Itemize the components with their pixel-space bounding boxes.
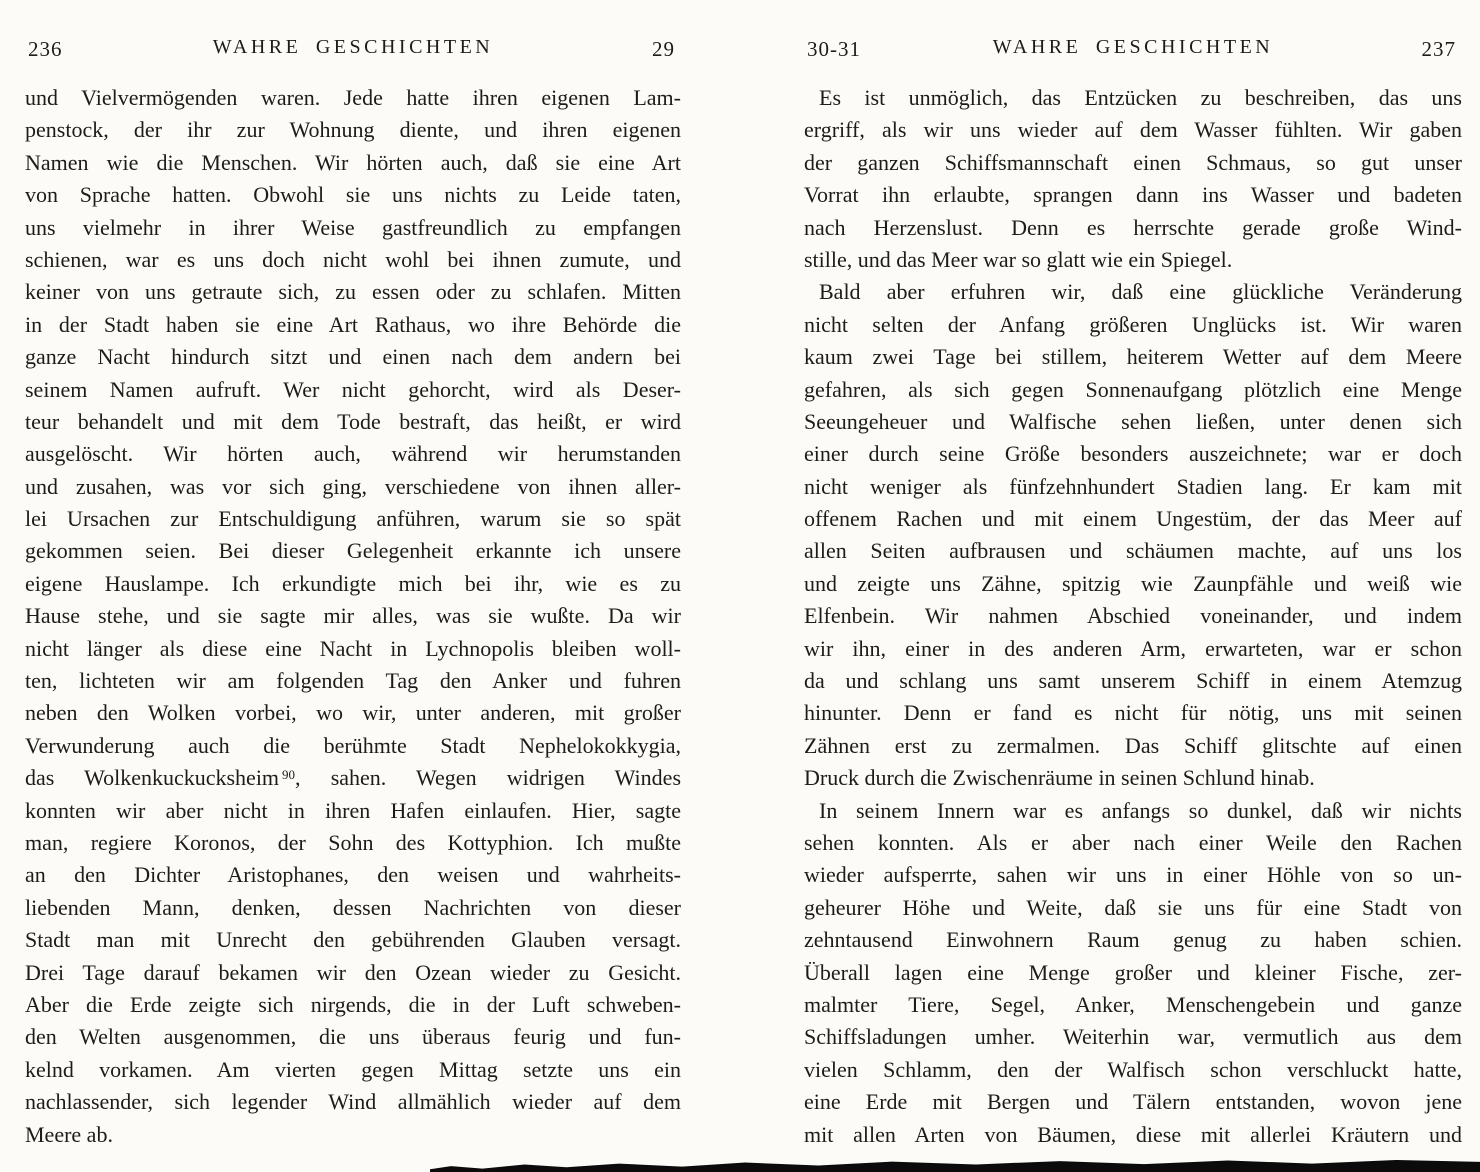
text-line: wir ihn, einer in des anderen Arm, erwarteten, war er schon [804, 635, 1462, 661]
right-page-header [804, 36, 1462, 62]
text-line: den Welten ausgenommen, die uns überaus feurig und fun- [25, 1024, 681, 1050]
text-line: eigene Hauslampe. Ich erkundigte mich bei ihr, wie es zu [25, 570, 681, 596]
chapter-marker: 29 [652, 37, 675, 61]
text-line: von Sprache hatten. Obwohl sie uns nichts zu Leide taten, [25, 182, 681, 208]
text-line: Druck durch die Zwischenräume in seinen Schlund hinab. [804, 765, 1315, 791]
text-line: nach Herzenslust. Denn es herrschte gerade große Wind- [804, 214, 1462, 240]
text-line: Namen wie die Menschen. Wir hörten auch, daß sie eine Art [25, 149, 681, 175]
text-line: Meere ab. [25, 1121, 113, 1147]
text-line: gefahren, als sich gegen Sonnenaufgang plötzlich eine Menge [804, 376, 1462, 402]
text-line: Stadt man mit Unrecht den gebührenden Glauben versagt. [25, 927, 681, 953]
text-line: eine Erde mit Bergen und Tälern entstanden, wovon jene [804, 1089, 1462, 1115]
text-line: Überall lagen eine Menge großer und kleiner Fische, zer- [804, 959, 1462, 985]
text-line: nicht länger als diese eine Nacht in Lychnopolis bleiben woll- [25, 635, 681, 661]
right-page [804, 36, 1462, 1151]
text-line: ganze Nacht hindurch sitzt und einen nach dem andern bei [25, 344, 681, 370]
text-line: Vorrat ihn erlaubte, sprangen dann ins Wasser und badeten [804, 182, 1462, 208]
text-line: der ganzen Schiffsmannschaft einen Schmaus, so gut unser [804, 149, 1462, 175]
text-line: vielen Schlamm, den der Walfisch schon verschluckt hatte, [804, 1056, 1462, 1082]
text-line: sehen konnten. Als er aber nach einer Weile den Rachen [804, 829, 1462, 855]
running-title: WAHRE GESCHICHTEN [992, 36, 1274, 58]
right-page-text [804, 82, 1462, 1151]
text-line: Hause stehe, und sie sagte mir alles, was sie wußte. Da wir [25, 603, 681, 629]
text-line: Schiffsladungen umher. Weiterhin war, vermutlich aus dem [804, 1024, 1462, 1050]
text-line: Seeungeheuer und Walfische sehen ließen, unter denen sich [804, 408, 1462, 434]
left-page [25, 36, 681, 1151]
text-line: stille, und das Meer war so glatt wie ein Spiegel. [804, 246, 1233, 272]
text-line: neben den Wolken vorbei, wo wir, unter anderen, mit großer [25, 700, 681, 726]
text-line: und zusahen, was vor sich ging, verschiedene von ihnen aller- [25, 473, 681, 499]
text-line: allen Seiten aufbrausen und schäumen machte, auf uns los [804, 538, 1462, 564]
text-line: uns vielmehr in ihrer Weise gastfreundlich zu empfangen [25, 214, 681, 240]
text-line: mit allen Arten von Bäumen, diese mit allerlei Kräutern und [804, 1121, 1462, 1147]
text-line: teur behandelt und mit dem Tode bestraft, das heißt, er wird [25, 408, 681, 434]
text-line: offenem Rachen und mit einem Ungestüm, der das Meer auf [804, 506, 1462, 532]
text-line: keiner von uns getraute sich, zu essen oder zu schlafen. Mitten [25, 279, 681, 305]
text-line: und Vielvermögenden waren. Jede hatte ihren eigenen Lam- [25, 85, 681, 110]
text-line: da und schlang uns samt unserem Schiff in einem Atemzug [804, 668, 1462, 694]
text-line: und zeigte uns Zähne, spitzig wie Zaunpfähle und weiß wie [804, 570, 1462, 596]
text-line: schienen, war es uns doch nicht wohl bei ihnen zumute, und [25, 246, 681, 272]
left-page-header [25, 36, 681, 62]
scan-artifact-bottom-edge [430, 1158, 1480, 1172]
left-page-text [25, 82, 681, 1151]
text-line: seinem Namen aufruft. Wer nicht gehorcht, wird als Deser- [25, 376, 681, 402]
text-line: nicht weniger als fünfzehnhundert Stadien lang. Er kam mit [804, 473, 1462, 499]
text-line: gekommen seien. Bei dieser Gelegenheit erkannte ich unsere [25, 538, 681, 564]
text-line: Bald aber erfuhren wir, daß eine glückliche Veränderung [819, 279, 1462, 305]
text-line: kaum zwei Tage bei stillem, heiterem Wetter auf dem Meere [804, 344, 1462, 370]
footnote-reference: 90 [282, 767, 296, 783]
text-line: das Wolkenkuckucksheim $^{90}$, sahen. Wegen widrigen Windes [25, 765, 682, 791]
text-line: Es ist unmöglich, das Entzücken zu beschreiben, das uns [819, 85, 1462, 110]
text-line: an den Dichter Aristophanes, den weisen und wahrheits- [25, 862, 681, 888]
text-line: nachlassender, sich legender Wind allmählich wieder auf dem [25, 1089, 681, 1115]
text-line: Drei Tage darauf bekamen wir den Ozean wieder zu Gesicht. [25, 959, 681, 985]
text-line: Zähnen erst zu zermalmen. Das Schiff glitschte auf einen [804, 732, 1462, 758]
text-line: liebenden Mann, denken, dessen Nachrichten von dieser [25, 894, 681, 920]
text-line: Elfenbein. Wir nahmen Abschied voneinander, und indem [804, 603, 1462, 629]
running-title: WAHRE GESCHICHTEN [212, 36, 494, 58]
left-page-number: 236 [28, 37, 63, 61]
text-line: zehntausend Einwohnern Raum genug zu haben schien. [804, 927, 1462, 953]
text-line: nicht selten der Anfang größeren Unglücks ist. Wir waren [804, 311, 1462, 337]
text-line: wieder aufsperrte, sahen wir uns in einer Höhle von so un- [804, 862, 1462, 888]
text-line: einer durch seine Größe besonders auszeichnete; war er doch [804, 441, 1462, 467]
text-line: ausgelöscht. Wir hörten auch, während wir herumstanden [25, 441, 681, 467]
text-line: kelnd vorkamen. Am vierten gegen Mittag setzte uns ein [25, 1056, 681, 1082]
text-line: lei Ursachen zur Entschuldigung anführen, warum sie so spät [25, 506, 681, 532]
text-line: ten, lichteten wir am folgenden Tag den Anker und fuhren [25, 668, 681, 694]
text-line: in der Stadt haben sie eine Art Rathaus, wo ihre Behörde die [25, 311, 681, 337]
text-line: hinunter. Denn er fand es nicht für nötig, uns mit seinen [804, 700, 1462, 726]
text-line: man, regiere Koronos, der Sohn des Kottyphion. Ich mußte [25, 829, 681, 855]
text-line: ergriff, als wir uns wieder auf dem Wasser fühlten. Wir gaben [804, 117, 1462, 143]
text-line: Verwunderung auch die berühmte Stadt Nephelokokkygia, [25, 732, 681, 758]
text-line: konnten wir aber nicht in ihren Hafen einlaufen. Hier, sagte [25, 797, 681, 823]
text-line: In seinem Innern war es anfangs so dunkel, daß wir nichts [819, 797, 1462, 823]
text-line: Aber die Erde zeigte sich nirgends, die in der Luft schweben- [25, 991, 681, 1017]
text-line: geheurer Höhe und Weite, daß sie uns für eine Stadt von [804, 894, 1462, 920]
text-line: penstock, der ihr zur Wohnung diente, und ihren eigenen [25, 117, 681, 143]
chapter-marker: 30-31 [807, 37, 861, 61]
right-page-number: 237 [1421, 37, 1456, 61]
text-line: malmter Tiere, Segel, Anker, Menschengebein und ganze [804, 991, 1462, 1017]
